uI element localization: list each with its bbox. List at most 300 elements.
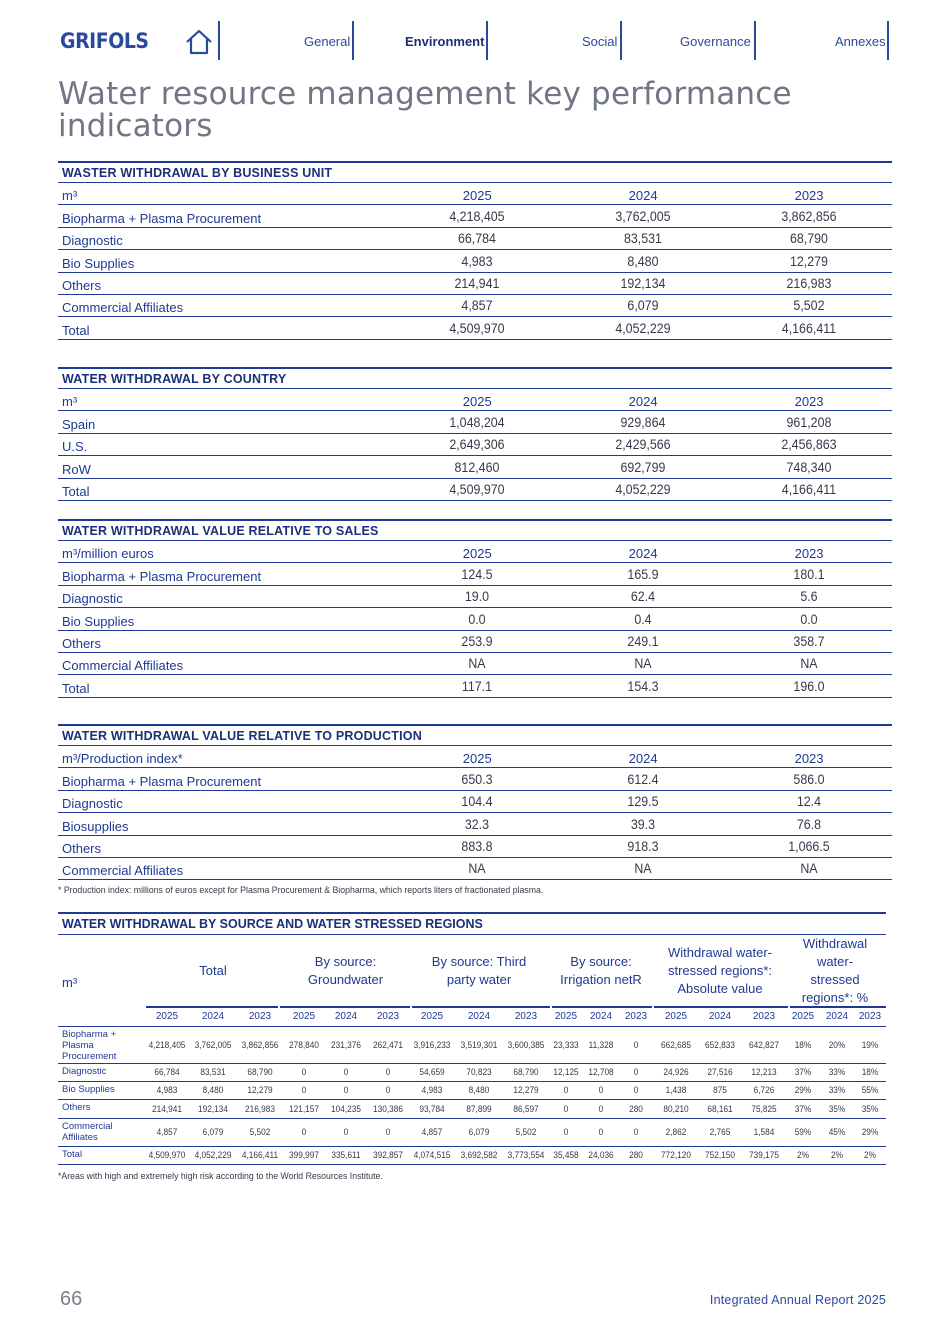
- cell: 68,790: [513, 1067, 539, 1077]
- cell: 19.0: [465, 589, 490, 605]
- cell: 4,857: [156, 1127, 178, 1137]
- table-row: [58, 411, 892, 433]
- year-header: 2024: [334, 1011, 358, 1022]
- cell: 18%: [861, 1067, 879, 1077]
- cell: 4,218,405: [148, 1039, 186, 1050]
- row-label: Others: [62, 840, 102, 856]
- nav-divider: [352, 21, 354, 60]
- cell: NA: [468, 861, 486, 877]
- nav-divider: [754, 21, 756, 60]
- cell: 0: [633, 1039, 639, 1050]
- cell: 4,509,970: [449, 481, 505, 497]
- cell: 6,079: [202, 1127, 224, 1137]
- cell: 130,386: [373, 1103, 403, 1114]
- cell: 4,857: [421, 1127, 443, 1137]
- cell: 2,765: [709, 1127, 731, 1137]
- group-header-third-party: By source: Third party water: [431, 954, 527, 987]
- cell: 70,823: [466, 1067, 492, 1077]
- table-row: [58, 228, 892, 250]
- cell: 0.0: [468, 611, 486, 627]
- row-label: Total: [62, 483, 90, 499]
- cell: 3,692,582: [460, 1150, 498, 1160]
- year-header: 2025: [554, 1011, 578, 1022]
- cell: 0: [385, 1085, 391, 1095]
- row-label: Biopharma + Plasma Procurement: [62, 210, 262, 226]
- year-header: 2025: [420, 1011, 444, 1022]
- cell: 0: [343, 1085, 349, 1095]
- table-row: [58, 434, 892, 456]
- cell: 93,784: [419, 1103, 445, 1114]
- cell: 8,480: [627, 253, 659, 269]
- cell: NA: [634, 656, 652, 672]
- cell: 75,825: [751, 1103, 777, 1114]
- table-title: WATER WITHDRAWAL BY COUNTRY: [58, 367, 892, 389]
- unit-label: m³: [62, 975, 78, 990]
- cell: 0: [385, 1067, 391, 1077]
- cell: 1,438: [665, 1085, 687, 1095]
- group-underline: [146, 1006, 278, 1008]
- year-header: 2023: [794, 188, 824, 204]
- cell: 262,471: [373, 1039, 403, 1050]
- row-label: Biopharma + Plasma Procurement: [62, 568, 262, 584]
- cell: 83,531: [624, 231, 663, 247]
- unit-label: m³/Production index*: [62, 751, 183, 767]
- cell: 0: [301, 1127, 307, 1137]
- cell: 0: [301, 1067, 307, 1077]
- cell: 3,762,005: [194, 1039, 232, 1050]
- cell: 650.3: [461, 771, 493, 787]
- year-header: 2025: [155, 1011, 179, 1022]
- group-header-irrigation: By source: Irrigation netR: [560, 954, 642, 987]
- table-row: [58, 836, 892, 858]
- cell: 196.0: [793, 678, 825, 694]
- row-label: Commercial Affiliates: [62, 658, 184, 674]
- cell: 216,983: [245, 1103, 275, 1114]
- table-row: [58, 791, 892, 813]
- table-title: WATER WITHDRAWAL VALUE RELATIVE TO SALES: [58, 519, 892, 541]
- report-name[interactable]: Integrated Annual Report 2025: [709, 1293, 886, 1307]
- row-label: Bio Supplies: [62, 613, 135, 629]
- group-header-groundwater: By source: Groundwater: [307, 954, 384, 987]
- row-label: Diagnostic: [62, 796, 123, 812]
- cell: 4,983: [421, 1085, 443, 1095]
- cell: NA: [800, 656, 818, 672]
- cell: 392,857: [373, 1150, 403, 1160]
- cell: 12,279: [247, 1085, 273, 1095]
- year-header: 2023: [752, 1011, 776, 1022]
- cell: 66,784: [154, 1067, 180, 1077]
- row-label: Total: [62, 680, 90, 696]
- cell: 0: [598, 1127, 604, 1137]
- cell: 0: [633, 1067, 639, 1077]
- cell: 4,983: [461, 253, 493, 269]
- row-label: Bio Supplies: [62, 1084, 115, 1095]
- cell: 0: [563, 1085, 569, 1095]
- year-header: 2025: [791, 1011, 815, 1022]
- cell: 1,048,204: [449, 414, 505, 430]
- cell: 4,166,411: [781, 481, 837, 497]
- cell: 11,328: [588, 1039, 614, 1050]
- row-label: Diagnostic: [62, 591, 123, 607]
- table-row: [58, 205, 892, 227]
- cell: 0: [563, 1127, 569, 1137]
- row-label: Total: [62, 1149, 83, 1160]
- year-header: 2023: [858, 1011, 882, 1022]
- year-header: 2025: [462, 188, 492, 204]
- cell: 180.1: [793, 566, 825, 582]
- cell: 0: [385, 1127, 391, 1137]
- year-header: 2023: [794, 394, 824, 410]
- cell: 5,502: [793, 298, 825, 314]
- cell: 748,340: [786, 459, 832, 475]
- nav-governance[interactable]: Governance: [680, 34, 751, 49]
- cell: 4,983: [156, 1085, 178, 1095]
- year-header: 2024: [589, 1011, 613, 1022]
- row-label: Bio Supplies: [62, 255, 135, 271]
- cell: 662,685: [661, 1039, 691, 1050]
- cell: 39.3: [631, 816, 656, 832]
- table-row: [58, 768, 892, 790]
- cell: 68,161: [707, 1103, 733, 1114]
- year-header: 2025: [462, 751, 492, 767]
- cell: 54,659: [419, 1067, 445, 1077]
- cell: 104.4: [461, 794, 493, 810]
- cell: 3,600,385: [507, 1039, 545, 1050]
- table-row: [58, 250, 892, 272]
- table-row: [58, 1063, 886, 1082]
- cell: 5.6: [800, 589, 818, 605]
- cell: 253.9: [461, 633, 493, 649]
- cell: 231,376: [331, 1039, 361, 1050]
- year-header: 2023: [624, 1011, 648, 1022]
- cell: 0: [563, 1103, 569, 1114]
- year-header: 2023: [794, 546, 824, 562]
- cell: 83,531: [200, 1067, 226, 1077]
- table-title: WASTER WITHDRAWAL BY BUSINESS UNIT: [58, 161, 892, 183]
- nav-divider: [620, 21, 622, 60]
- table-title: WATER WITHDRAWAL VALUE RELATIVE TO PRODUCTION: [58, 724, 892, 746]
- cell: 87,899: [466, 1103, 492, 1114]
- cell: 24,036: [588, 1150, 614, 1160]
- cell: 652,833: [705, 1039, 735, 1050]
- table-row: [58, 1118, 886, 1147]
- cell: 27,516: [707, 1067, 733, 1077]
- group-underline: [552, 1006, 652, 1008]
- page-title: Water resource management key performance indicators: [58, 76, 792, 144]
- cell: 129.5: [627, 794, 659, 810]
- year-header: 2024: [628, 751, 658, 767]
- row-label: Commercial Affiliates: [62, 1121, 113, 1143]
- cell: 3,762,005: [615, 208, 671, 224]
- group-underline: [412, 1006, 550, 1008]
- row-label: Diagnostic: [62, 233, 123, 249]
- year-header: 2024: [628, 546, 658, 562]
- table-row: [58, 813, 892, 835]
- cell: 29%: [861, 1127, 879, 1137]
- year-header: 2023: [514, 1011, 538, 1022]
- cell: 3,773,554: [507, 1150, 545, 1160]
- cell: 0: [343, 1127, 349, 1137]
- table-row: [58, 273, 892, 295]
- cell: 117.1: [462, 678, 493, 694]
- cell: 12,213: [751, 1067, 777, 1077]
- cell: 4,509,970: [449, 320, 505, 336]
- cell: 739,175: [749, 1150, 779, 1160]
- table-bottom-rule: [58, 1164, 886, 1165]
- cell: 12,279: [513, 1085, 539, 1095]
- cell: 59%: [794, 1127, 812, 1137]
- unit-label: m³: [62, 188, 78, 204]
- row-label: Biosupplies: [62, 818, 129, 834]
- table-row: [58, 608, 892, 630]
- cell: 0: [633, 1085, 639, 1095]
- cell: 32.3: [465, 816, 490, 832]
- cell: 249.1: [627, 633, 659, 649]
- row-label: Others: [62, 635, 102, 651]
- table-header-row: [58, 389, 892, 411]
- year-header: 2024: [467, 1011, 491, 1022]
- cell: 192,134: [620, 275, 666, 291]
- cell: 4,052,229: [194, 1150, 232, 1160]
- year-header: 2024: [708, 1011, 732, 1022]
- table-row-total: [58, 675, 892, 697]
- cell: 3,519,301: [460, 1039, 498, 1050]
- table-withdrawal-relative-to-sales: [58, 519, 892, 698]
- table-row: [58, 456, 892, 478]
- cell: 1,066.5: [788, 838, 830, 854]
- cell: 4,166,411: [241, 1150, 279, 1160]
- nav-annexes[interactable]: Annexes: [835, 34, 886, 49]
- table-row-total: [58, 1146, 886, 1165]
- cell: 2,862: [665, 1127, 687, 1137]
- table-row: [58, 1099, 886, 1119]
- cell: 214,941: [152, 1103, 182, 1114]
- cell: 66,784: [458, 231, 497, 247]
- table-withdrawal-by-business-unit: [58, 161, 892, 340]
- cell: 33%: [828, 1067, 846, 1077]
- nav-divider: [887, 21, 889, 60]
- cell: 0: [598, 1103, 604, 1114]
- group-underline: [280, 1006, 410, 1008]
- year-header: 2025: [462, 546, 492, 562]
- table-row: [58, 1026, 886, 1064]
- home-icon[interactable]: [184, 28, 214, 56]
- cell: 586.0: [793, 771, 825, 787]
- cell: 0: [301, 1085, 307, 1095]
- cell: 55%: [861, 1085, 879, 1095]
- page-number: 66: [60, 1288, 83, 1310]
- row-label: Commercial Affiliates: [62, 863, 184, 879]
- cell: 812,460: [454, 459, 500, 475]
- table-row: [58, 586, 892, 608]
- row-label: Others: [62, 1102, 91, 1113]
- row-label: Others: [62, 277, 102, 293]
- cell: 62.4: [631, 589, 656, 605]
- table-header-row: [58, 541, 892, 563]
- cell: 929,864: [620, 414, 666, 430]
- nav-divider: [486, 21, 488, 60]
- cell: 45%: [828, 1127, 846, 1137]
- cell: 2,649,306: [449, 437, 505, 453]
- cell: 612.4: [627, 771, 659, 787]
- table-row: [58, 295, 892, 317]
- cell: 4,166,411: [781, 320, 837, 336]
- group-underline: [790, 1006, 886, 1008]
- cell: 2,456,863: [781, 437, 837, 453]
- year-header: 2023: [376, 1011, 400, 1022]
- cell: 80,210: [663, 1103, 689, 1114]
- cell: 20%: [828, 1039, 846, 1050]
- table-header-row: [58, 183, 892, 205]
- cell: 165.9: [627, 566, 659, 582]
- table-row: [58, 1081, 886, 1100]
- cell: 121,157: [289, 1103, 319, 1114]
- cell: 6,079: [627, 298, 659, 314]
- cell: NA: [800, 861, 818, 877]
- year-header: 2024: [825, 1011, 849, 1022]
- group-underline: [654, 1006, 788, 1008]
- table-row: [58, 631, 892, 653]
- cell: 280: [629, 1150, 643, 1160]
- cell: 883.8: [461, 838, 493, 854]
- row-label: Spain: [62, 416, 96, 432]
- cell: 752,150: [705, 1150, 735, 1160]
- cell: 4,052,229: [615, 320, 671, 336]
- cell: 19%: [861, 1039, 879, 1050]
- table-withdrawal-by-source: [58, 912, 886, 1160]
- cell: 1,584: [753, 1127, 775, 1137]
- cell: 214,941: [454, 275, 500, 291]
- row-label: Biopharma + Plasma Procurement: [62, 1029, 117, 1062]
- cell: 35,458: [553, 1150, 579, 1160]
- nav-general[interactable]: General: [304, 34, 351, 49]
- cell: 37%: [794, 1103, 812, 1114]
- cell: 4,509,970: [148, 1150, 186, 1160]
- row-label: Total: [62, 322, 90, 338]
- row-label: Diagnostic: [62, 1066, 107, 1077]
- year-header: 2024: [628, 188, 658, 204]
- cell: 154.3: [627, 678, 659, 694]
- table-row-total: [58, 479, 892, 501]
- cell: 6,726: [753, 1085, 775, 1095]
- cell: 4,074,515: [413, 1150, 451, 1160]
- cell: 8,480: [202, 1085, 224, 1095]
- cell: 772,120: [661, 1150, 691, 1160]
- cell: 6,079: [468, 1127, 490, 1137]
- year-header: 2024: [628, 394, 658, 410]
- production-index-note: * Production index: millions of euros except for Plasma Procurement & Biopharma, which reports liters of fractionated plasma.: [58, 885, 544, 896]
- cell: 961,208: [786, 414, 832, 430]
- cell: 2%: [864, 1150, 876, 1160]
- unit-label: m³: [62, 394, 78, 410]
- cell: 29%: [794, 1085, 812, 1095]
- cell: 35%: [861, 1103, 879, 1114]
- table-row: [58, 858, 892, 880]
- cell: 24,926: [663, 1067, 689, 1077]
- cell: 2%: [797, 1150, 809, 1160]
- cell: 918.3: [627, 838, 659, 854]
- cell: 23,333: [553, 1039, 579, 1050]
- year-header: 2023: [794, 751, 824, 767]
- cell: 692,799: [620, 459, 666, 475]
- cell: 0.4: [634, 611, 652, 627]
- cell: 399,997: [289, 1150, 319, 1160]
- unit-label: m³/million euros: [62, 546, 154, 562]
- cell: 8,480: [468, 1085, 490, 1095]
- cell: NA: [634, 861, 652, 877]
- cell: 68,790: [790, 231, 829, 247]
- row-label: Commercial Affiliates: [62, 300, 184, 316]
- nav-environment[interactable]: Environment: [405, 34, 485, 49]
- cell: 0.0: [800, 611, 818, 627]
- cell: NA: [468, 656, 486, 672]
- cell: 104,235: [331, 1103, 361, 1114]
- cell: 2,429,566: [615, 437, 671, 453]
- year-header: 2025: [664, 1011, 688, 1022]
- cell: 33%: [828, 1085, 846, 1095]
- cell: 12,708: [588, 1067, 614, 1077]
- table-row: [58, 653, 892, 675]
- table-header-row: [58, 746, 892, 768]
- cell: 4,857: [461, 298, 493, 314]
- cell: 0: [343, 1067, 349, 1077]
- table-row-total: [58, 317, 892, 339]
- cell: 68,790: [247, 1067, 273, 1077]
- year-header: 2024: [201, 1011, 225, 1022]
- row-label: U.S.: [62, 439, 88, 455]
- table-row: [58, 563, 892, 585]
- cell: 35%: [828, 1103, 846, 1114]
- cell: 12.4: [796, 794, 822, 810]
- cell: 358.7: [793, 633, 825, 649]
- cell: 76.8: [796, 816, 822, 832]
- nav-divider: [218, 21, 220, 60]
- group-header-total: Total: [199, 963, 227, 978]
- cell: 642,827: [749, 1039, 779, 1050]
- cell: 18%: [794, 1039, 812, 1050]
- cell: 875: [713, 1085, 727, 1095]
- cell: 216,983: [786, 275, 832, 291]
- water-stressed-note: *Areas with high and extremely high risk according to the World Resources Institute.: [58, 1171, 383, 1182]
- cell: 12,125: [553, 1067, 579, 1077]
- cell: 5,502: [515, 1127, 537, 1137]
- cell: 2%: [831, 1150, 843, 1160]
- cell: 0: [633, 1127, 639, 1137]
- cell: 12,279: [790, 253, 829, 269]
- cell: 4,052,229: [615, 481, 671, 497]
- year-header: 2025: [292, 1011, 316, 1022]
- cell: 335,611: [331, 1150, 361, 1160]
- cell: 37%: [794, 1067, 812, 1077]
- cell: 3,862,856: [781, 208, 837, 224]
- cell: 278,840: [289, 1039, 319, 1050]
- table-withdrawal-relative-to-production: [58, 724, 892, 880]
- group-header-stressed-absolute: Withdrawal water-stressed regions*: Absolute value: [667, 945, 773, 996]
- year-header: 2023: [248, 1011, 272, 1022]
- nav-social[interactable]: Social: [582, 34, 618, 49]
- table-title: WATER WITHDRAWAL BY SOURCE AND WATER STRESSED REGIONS: [58, 912, 886, 935]
- cell: 86,597: [513, 1103, 539, 1114]
- grifols-logo[interactable]: GRIFOLS: [60, 29, 149, 53]
- cell: 3,862,856: [241, 1039, 279, 1050]
- cell: 5,502: [249, 1127, 271, 1137]
- cell: 3,916,233: [413, 1039, 451, 1050]
- cell: 192,134: [198, 1103, 228, 1114]
- cell: 4,218,405: [449, 208, 505, 224]
- row-label: RoW: [62, 461, 91, 477]
- row-label: Biopharma + Plasma Procurement: [62, 773, 262, 789]
- cell: 280: [629, 1103, 643, 1114]
